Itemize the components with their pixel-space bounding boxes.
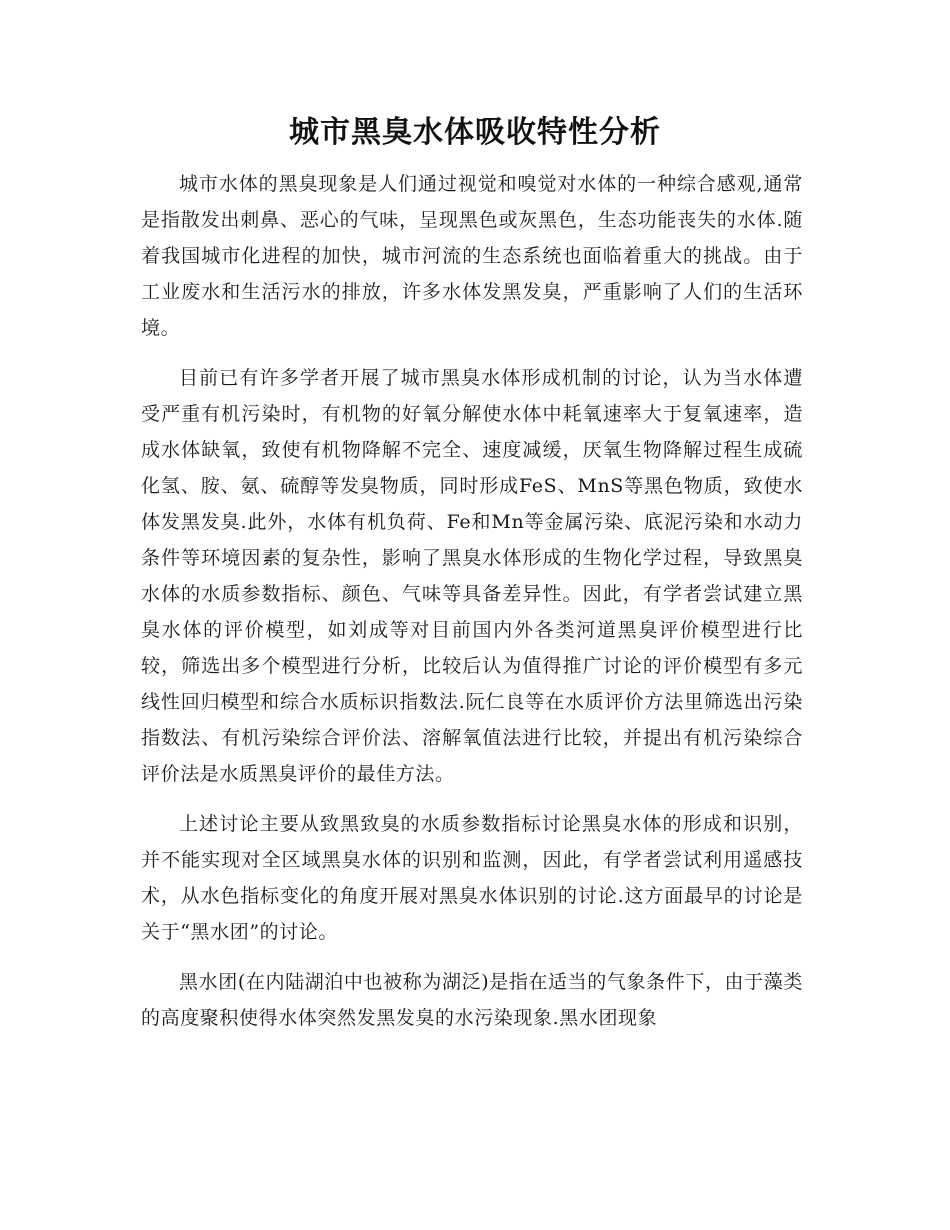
- document-title: 城市黑臭水体吸收特性分析: [289, 115, 661, 150]
- paragraph-4: 黑水团(在内陆湖泊中也被称为湖泛)是指在适当的气象条件下，由于藻类的高度聚积使得水体突然发黑发臭的水污染现象.黑水团现象: [141, 971, 803, 1029]
- paragraph-2: 目前已有许多学者开展了城市黑臭水体形成机制的讨论，认为当水体遭受严重有机污染时，有机物的好氧分解使水体中耗氧速率大于复氧速率，造成水体缺氧，致使有机物降解不完全、速度减缓，厌氧生物降解过程生成硫化氢、胺、氨、硫醇等发臭物质，同时形成FeS、MnS等黑色物质，致使水体发黑发臭.此外，水体有机负荷、Fe和Mn等金属污染、底泥污染和水动力条件等环境因素的复杂性，影响了黑臭水体形成的生物化学过程，导致黑臭水体的水质参数指标、颜色、气味等具备差异性。因此，有学者尝试建立黑臭水体的评价模型，如刘成等对目前国内外各类河道黑臭评价模型进行比较，筛选出多个模型进行分析，比较后认为值得推广讨论的评价模型有多元线性回归模型和综合水质标识指数法.阮仁良等在水质评价方法里筛选出污染指数法、有机污染综合评价法、溶解氧值法进行比较，并提出有机污染综合评价法是水质黑臭评价的最佳方法。: [141, 367, 803, 785]
- paragraph-3: 上述讨论主要从致黑致臭的水质参数指标讨论黑臭水体的形成和识别，并不能实现对全区域黑臭水体的识别和监测，因此，有学者尝试利用遥感技术，从水色指标变化的角度开展对黑臭水体识别的讨论.这方面最早的讨论是关于“黑水团”的讨论。: [141, 813, 803, 943]
- document-body: [141, 166, 803, 1050]
- paragraph-1: 城市水体的黑臭现象是人们通过视觉和嗅觉对水体的一种综合感观,通常是指散发出刺鼻、恶心的气味，呈现黑色或灰黑色，生态功能丧失的水体.随着我国城市化进程的加快，城市河流的生态系统也面临着重大的挑战。由于工业废水和生活污水的排放，许多水体发黑发臭，严重影响了人们的生活环境。: [141, 173, 803, 339]
